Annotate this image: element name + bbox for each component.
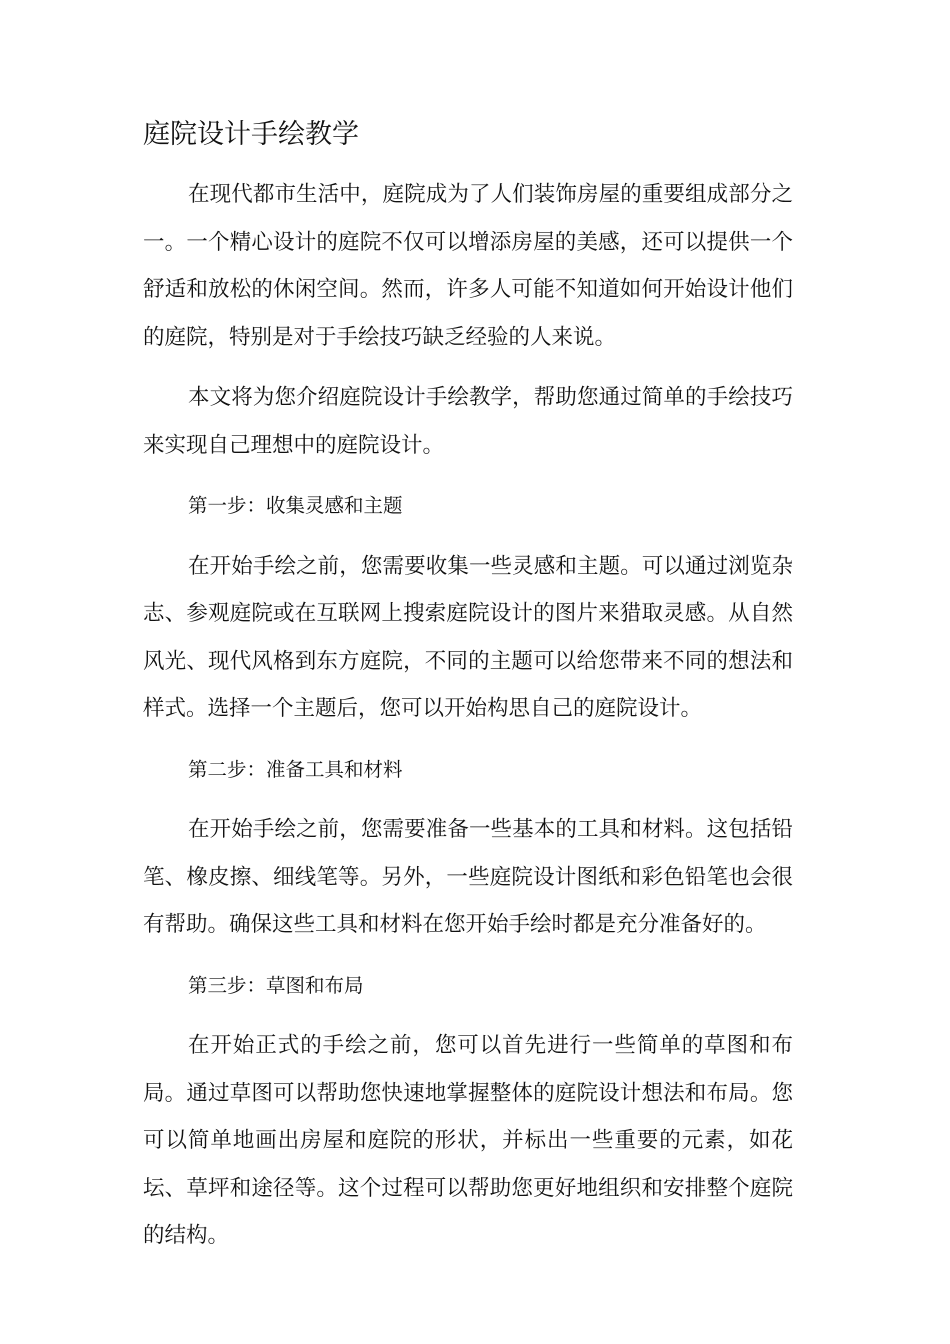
step-1-paragraph: 在开始手绘之前，您需要收集一些灵感和主题。可以通过浏览杂志、参观庭院或在互联网上搜索庭院设计的图片来猎取灵感。从自然风光、现代风格到东方庭院，不同的主题可以给您带来不同的想法和样式。选择一个主题后，您可以开始构思自己的庭院设计。 xyxy=(143,553,793,721)
step-3-paragraph: 在开始正式的手绘之前，您可以首先进行一些简单的草图和布局。通过草图可以帮助您快速地掌握整体的庭院设计想法和布局。您可以简单地画出房屋和庭院的形状，并标出一些重要的元素，如花坛、草坪和途径等。这个过程可以帮助您更好地组织和安排整个庭院的结构。 xyxy=(143,1033,793,1248)
purpose-paragraph: 本文将为您介绍庭院设计手绘教学，帮助您通过简单的手绘技巧来实现自己理想中的庭院设计。 xyxy=(143,385,793,458)
step-2-heading: 第二步：准备工具和材料 xyxy=(188,757,403,781)
step-3-heading: 第三步：草图和布局 xyxy=(188,973,364,997)
step-2-paragraph: 在开始手绘之前，您需要准备一些基本的工具和材料。这包括铅笔、橡皮擦、细线笔等。另外，一些庭院设计图纸和彩色铅笔也会很有帮助。确保这些工具和材料在您开始手绘时都是充分准备好的。 xyxy=(143,817,793,937)
intro-paragraph: 在现代都市生活中，庭院成为了人们装饰房屋的重要组成部分之一。一个精心设计的庭院不仅可以增添房屋的美感，还可以提供一个舒适和放松的休闲空间。然而，许多人可能不知道如何开始设计他们的庭院，特别是对于手绘技巧缺乏经验的人来说。 xyxy=(143,182,793,350)
step-1-heading: 第一步：收集灵感和主题 xyxy=(188,494,403,517)
document-body xyxy=(143,112,793,1273)
document-title: 庭院设计手绘教学 xyxy=(143,119,359,150)
